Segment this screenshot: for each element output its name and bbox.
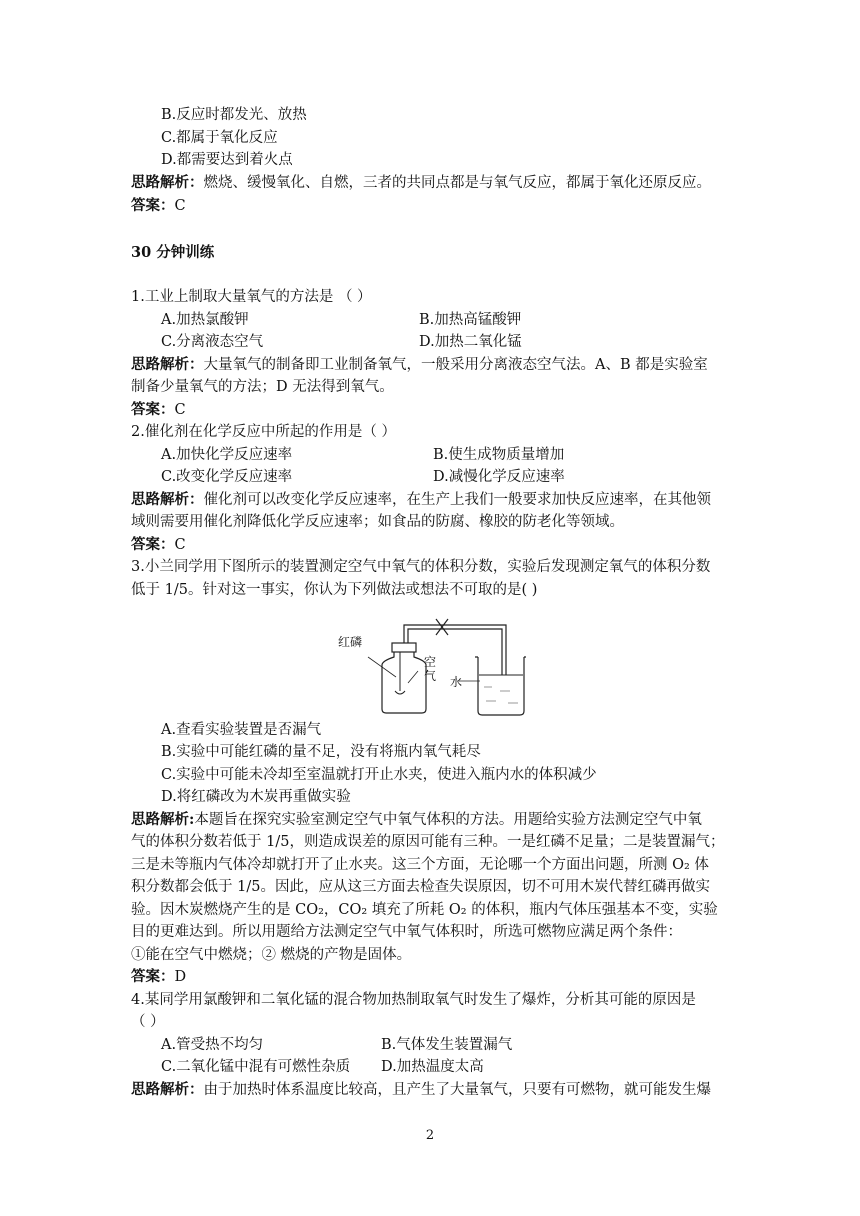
combustion-spoon xyxy=(395,691,405,694)
q2-analysis-line-2: 域则需要用催化剂降低化学反应速率；如食品的防腐、橡胶的防老化等领域。 xyxy=(131,514,624,530)
q3-stem-line-1: 3.小兰同学用下图所示的装置测定空气中氧气的体积分数，实验后发现测定氧气的体积分数 xyxy=(131,559,711,575)
analysis-label: 思路解析： xyxy=(131,356,204,373)
analysis-label: 思路解析： xyxy=(131,491,204,508)
q3-analysis-line-5: 验。因木炭燃烧产生的是 CO₂，CO₂ 填充了所耗 O₂ 的体积，瓶内气体压强基本不变，实验 xyxy=(131,902,718,918)
analysis-text: 本题旨在探究实验室测定空气中氧气体积的方法。用题给实验方法测定空气中氧 xyxy=(194,812,702,828)
q4-stem-line-2: （ ） xyxy=(131,1014,165,1030)
q1-option-c: C.分离液态空气 xyxy=(161,334,264,350)
analysis-label: 思路解析： xyxy=(131,174,204,191)
q3-analysis-line-7: ①能在空气中燃烧；② 燃烧的产物是固体。 xyxy=(131,947,412,963)
stopper xyxy=(392,643,416,652)
q2-analysis-line-1 xyxy=(131,490,711,510)
q4-option-b: B.气体发生装置漏气 xyxy=(381,1037,513,1053)
q1-option-a: A.加热氯酸钾 xyxy=(161,312,249,328)
water xyxy=(484,687,518,703)
answer-text: C xyxy=(174,537,186,553)
answer-label: 答案： xyxy=(131,536,175,553)
analysis-text: 催化剂可以改变化学反应速率，在生产上我们一般要求加快反应速率，在其他领 xyxy=(203,492,711,508)
label-red-phosphorus: 红磷 xyxy=(338,635,363,649)
q2-option-a: A.加快化学反应速率 xyxy=(161,447,293,463)
q3-stem-line-2: 低于 1/5。针对这一事实，你认为下列做法或想法不可取的是( ) xyxy=(131,582,538,598)
q3-analysis-line-3: 三是未等瓶内气体冷却就打开了止水夹。这三个方面，无论哪一个方面出问题，所测 O₂ 体 xyxy=(131,857,709,873)
q2-option-b: B.使生成物质量增加 xyxy=(433,447,565,463)
section-title: 30 分钟训练 xyxy=(131,244,215,261)
clamp xyxy=(436,619,448,635)
q1-analysis-line-1 xyxy=(131,355,708,375)
q4-stem-line-1: 4.某同学用氯酸钾和二氧化锰的混合物加热制取氧气时发生了爆炸，分析其可能的原因是 xyxy=(131,992,696,1008)
beaker xyxy=(478,657,524,715)
analysis-text: 燃烧、缓慢氧化、自燃，三者的共同点都是与氧气反应，都属于氧化还原反应。 xyxy=(203,175,711,191)
answer-label: 答案： xyxy=(131,968,175,985)
q2-answer xyxy=(131,535,186,555)
q4-option-a: A.管受热不均匀 xyxy=(161,1037,264,1053)
label-water: 水 xyxy=(450,675,463,689)
q3-answer xyxy=(131,967,186,987)
glass-tube xyxy=(404,625,506,675)
q0-option-b: B.反应时都发光、放热 xyxy=(161,107,307,123)
q4-option-d: D.加热温度太高 xyxy=(381,1059,484,1075)
analysis-label: 思路解析： xyxy=(131,1081,204,1098)
q0-analysis xyxy=(131,173,711,193)
q1-option-b: B.加热高锰酸钾 xyxy=(419,312,522,328)
answer-text: D xyxy=(174,969,187,985)
analysis-text: 由于加热时体系温度比较高，且产生了大量氧气，只要有可燃物，就可能发生爆 xyxy=(203,1082,711,1098)
q4-option-c: C.二氧化锰中混有可燃性杂质 xyxy=(161,1059,351,1075)
q0-option-c: C.都属于氧化反应 xyxy=(161,130,278,146)
q3-option-b: B.实验中可能红磷的量不足，没有将瓶内氧气耗尽 xyxy=(161,744,481,760)
q1-option-d: D.加热二氧化锰 xyxy=(419,334,522,350)
q3-analysis-line-4: 积分数都会低于 1/5。因此，应从这三方面去检查失误原因，切不可用木炭代替红磷再做实 xyxy=(131,879,710,895)
answer-text: C xyxy=(174,198,186,214)
q3-option-c: C.实验中可能未冷却至室温就打开止水夹，使进入瓶内水的体积减少 xyxy=(161,767,597,783)
q1-analysis-line-2: 制备少量氧气的方法；D 无法得到氧气。 xyxy=(131,379,394,395)
q3-option-d: D.将红磷改为木炭再重做实验 xyxy=(161,789,351,805)
bottle xyxy=(382,651,426,713)
label-air-2: 气 xyxy=(424,669,437,683)
q3-analysis-line-1 xyxy=(131,810,702,830)
q0-answer xyxy=(131,196,186,216)
q2-option-c: C.改变化学反应速率 xyxy=(161,469,293,485)
q4-analysis-line-1 xyxy=(131,1080,711,1100)
q3-analysis-line-6: 目的更难达到。所以用题给方法测定空气中氧气体积时，所选可燃物应满足两个条件： xyxy=(131,924,682,940)
answer-label: 答案： xyxy=(131,401,175,418)
q0-option-d: D.都需要达到着火点 xyxy=(161,152,293,168)
analysis-label: 思路解析: xyxy=(131,811,195,828)
answer-label: 答案： xyxy=(131,197,175,214)
page-number: 2 xyxy=(425,1128,435,1143)
q2-option-d: D.减慢化学反应速率 xyxy=(433,469,565,485)
q1-answer xyxy=(131,400,186,420)
q3-analysis-line-2: 气的体积分数若低于 1/5，则造成误差的原因可能有三种。一是红磷不足量；二是装置漏气； xyxy=(131,834,725,850)
q1-stem: 1.工业上制取大量氧气的方法是 （ ） xyxy=(131,289,372,305)
apparatus-figure xyxy=(330,605,526,720)
answer-text: C xyxy=(174,402,186,418)
q2-stem: 2.催化剂在化学反应中所起的作用是（ ） xyxy=(131,424,396,440)
label-air-1: 空 xyxy=(424,655,437,669)
analysis-text: 大量氧气的制备即工业制备氧气，一般采用分离液态空气法。A、B 都是实验室 xyxy=(203,357,708,373)
q3-option-a: A.查看实验装置是否漏气 xyxy=(161,722,322,738)
